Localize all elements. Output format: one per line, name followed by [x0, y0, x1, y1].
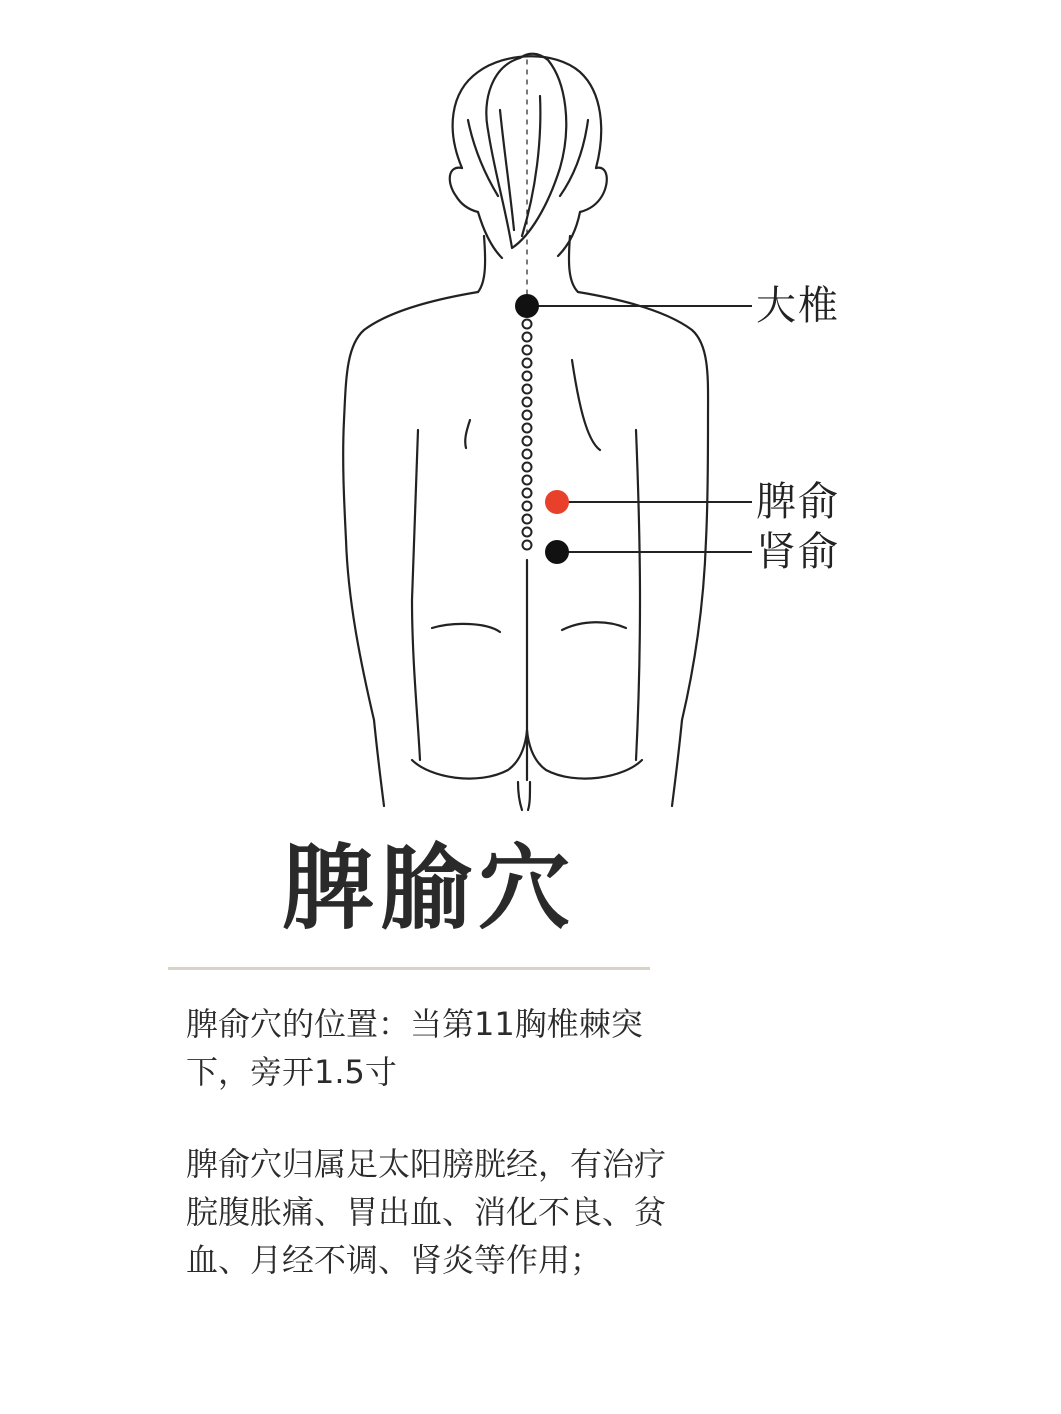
vertebra — [523, 437, 532, 446]
left-ear — [450, 168, 478, 212]
vertebra — [523, 372, 532, 381]
vertebra — [523, 528, 532, 537]
vertebra — [523, 476, 532, 485]
vertebra — [523, 359, 532, 368]
vertebra — [523, 489, 532, 498]
vertebra — [523, 320, 532, 329]
neck — [478, 236, 485, 292]
vertebra — [523, 385, 532, 394]
function-description: 脾俞穴归属足太阳膀胱经，有治疗脘腹胀痛、胃出血、消化不良、贫血、月经不调、肾炎等作用； — [186, 1145, 667, 1279]
pishu-label: 脾俞 — [756, 479, 840, 525]
shenshu-label: 肾俞 — [756, 529, 840, 575]
vertebra — [523, 398, 532, 407]
pishu-point — [545, 490, 569, 514]
vertebra — [523, 450, 532, 459]
vertebra — [523, 463, 532, 472]
body-outline-right — [578, 292, 708, 806]
page-title: 脾腧穴 — [282, 835, 577, 942]
vertebrae-chain — [523, 320, 532, 550]
dazhui-point — [515, 294, 539, 318]
vertebra — [523, 541, 532, 550]
dazhui-label: 大椎 — [756, 283, 840, 329]
vertebra — [523, 333, 532, 342]
right-ear — [580, 168, 607, 212]
shenshu-point — [545, 540, 569, 564]
location-description: 脾俞穴的位置：当第11胸椎棘突下，旁开1.5寸 — [186, 1005, 643, 1091]
vertebra — [523, 424, 532, 433]
title-divider — [168, 967, 650, 970]
vertebra — [523, 411, 532, 420]
vertebra — [523, 346, 532, 355]
body-outline-left — [343, 292, 478, 806]
vertebra — [523, 515, 532, 524]
vertebra — [523, 502, 532, 511]
